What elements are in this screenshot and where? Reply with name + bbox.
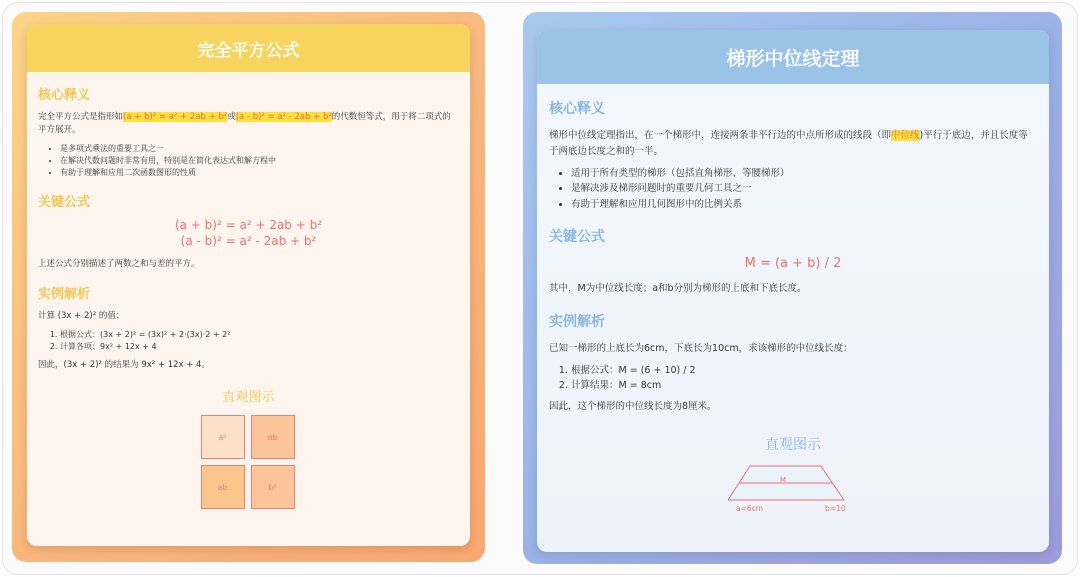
highlight-formula-sum: (a + b)² = a² + 2ab + b² bbox=[123, 112, 228, 122]
section-heading-definition: 核心释义 bbox=[38, 88, 91, 103]
example-conclusion: 因此，(3x + 2)² 的结果为 9x² + 12x + 4。 bbox=[38, 359, 210, 370]
key-formulas bbox=[38, 218, 459, 249]
highlight-formula-diff: (a - b)² = a² - 2ab + b² bbox=[235, 112, 332, 122]
list-item: • 有助于理解和应用几何图形中的比例关系 bbox=[571, 197, 1037, 212]
trapezoid-diagram bbox=[728, 464, 858, 514]
square-diagram bbox=[201, 415, 297, 511]
list-item: • 有助于理解和应用二次函数图形的性质 bbox=[60, 167, 459, 179]
formula-note: 其中，M为中位线长度；a和b分别为梯形的上底和下底长度。 bbox=[549, 282, 807, 294]
definition-text: 梯形中位线定理指出，在一个梯形中，连接两条非平行边的中点所形成的线段（即中位线)平行于底边，并且长度等于两底边长度之和的一半。 bbox=[549, 130, 1028, 158]
formula-diff: (a - b)² = a² - 2ab + b² bbox=[180, 233, 317, 248]
key-formula: M = (a + b) / 2 bbox=[744, 255, 842, 271]
example-steps bbox=[38, 329, 459, 353]
section-heading-visual: 直观图示 bbox=[765, 436, 821, 453]
list-item: • 适用于所有类型的梯形（包括直角梯形、等腰梯形） bbox=[571, 166, 1037, 181]
cell-b-squared: b² bbox=[251, 465, 295, 509]
cell-ab-bottom: ab bbox=[201, 465, 245, 509]
example-conclusion: 因此，这个梯形的中位线长度为8厘米。 bbox=[549, 401, 717, 413]
trapezoid-panel bbox=[523, 12, 1062, 564]
bullet-list bbox=[549, 166, 1037, 212]
list-item: 2. 计算各项：9x² + 12x + 4 bbox=[60, 341, 459, 353]
base-b-label: b=10 bbox=[825, 503, 846, 513]
formula-note: 上述公式分别描述了两数之和与差的平方。 bbox=[38, 258, 200, 269]
section-heading-visual: 直观图示 bbox=[222, 390, 275, 406]
perfect-square-panel bbox=[12, 12, 485, 562]
example-intro: 计算 (3x + 2)² 的值： bbox=[38, 310, 125, 321]
section-heading-example: 实例解析 bbox=[549, 313, 605, 330]
cell-a-squared: a² bbox=[201, 415, 245, 459]
list-item: 2. 计算结果：M = 8cm bbox=[571, 378, 1037, 393]
cell-ab-top: ab bbox=[251, 415, 295, 459]
highlight-midline: 中位线 bbox=[891, 130, 920, 141]
card-title: 完全平方公式 bbox=[27, 24, 470, 72]
formula-sum: (a + b)² = a² + 2ab + b² bbox=[174, 218, 323, 233]
list-item: 1. 根据公式：M = (6 + 10) / 2 bbox=[571, 363, 1037, 378]
midline-label: M bbox=[780, 475, 787, 484]
section-heading-example: 实例解析 bbox=[38, 286, 91, 302]
base-a-label: a=6cm bbox=[736, 503, 764, 513]
list-item: 1. 根据公式：(3x + 2)² = (3x)² + 2·(3x)·2 + 2² bbox=[60, 329, 459, 341]
section-heading-formulas: 关键公式 bbox=[549, 228, 605, 245]
list-item: • 是解决涉及梯形问题时的重要几何工具之一 bbox=[571, 181, 1037, 196]
section-heading-definition: 核心释义 bbox=[549, 101, 605, 117]
example-steps bbox=[549, 363, 1037, 393]
card-title: 梯形中位线定理 bbox=[537, 30, 1049, 84]
list-item: • 是多项式乘法的重要工具之一 bbox=[60, 143, 459, 155]
definition-text: 完全平方公式是指形如(a + b)² = a² + 2ab + b²或(a - b)² = a² - 2ab + b²的代数恒等式，用于将二项式的平方展开。 bbox=[38, 112, 451, 136]
list-item: • 在解决代数问题时非常有用，特别是在简化表达式和解方程中 bbox=[60, 155, 459, 167]
perfect-square-card bbox=[27, 24, 470, 546]
section-heading-formulas: 关键公式 bbox=[38, 195, 91, 211]
trapezoid-card bbox=[537, 30, 1049, 552]
example-intro: 已知一梯形的上底长为6cm，下底长为10cm，求该梯形的中位线长度： bbox=[549, 342, 853, 354]
bullet-list bbox=[38, 143, 459, 179]
